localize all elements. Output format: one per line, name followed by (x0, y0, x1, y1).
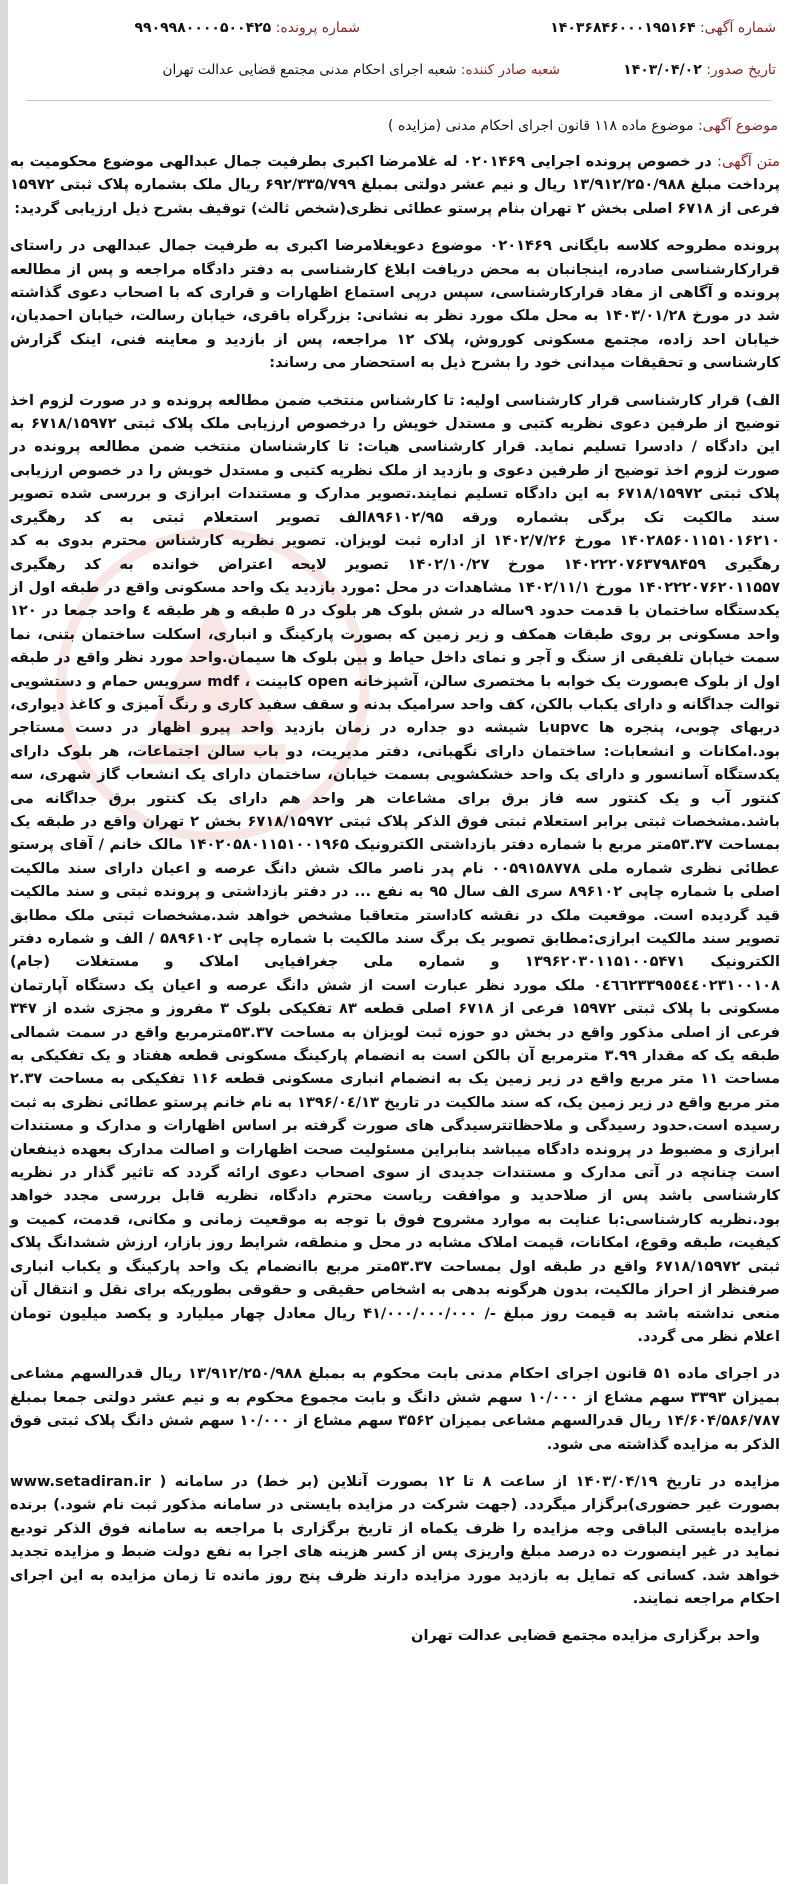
ad-number-value: ۱۴۰۳۶۸۴۶۰۰۰۱۹۵۱۶۴ (550, 20, 696, 36)
intro-text: در خصوص پرونده اجرایی ۰۲۰۱۴۶۹ له غلامرضا اکبری بطرفیت جمال عبدالهی موضوع محکومیت به پرداخت مبلغ ۱۳/۹۱۲/۲۵۰/۹۸۸ ریال و نیم عشر دولتی بمبلغ ۶۹۲/۳۳۵/۷۹۹ ریال ملک بشماره پلاک ثبتی ۱۵۹۷۲ فرعی از ۶۷۱۸ اصلی بخش ۲ تهران بنام پرستو عطائی نظری(شخص ثالث) توقیف بشرح ذیل ارزیابی گردید: (10, 153, 780, 217)
issuing-branch (163, 62, 560, 78)
text-label: متن آگهی: (717, 153, 780, 170)
intro-paragraph (10, 150, 780, 220)
issue-date-value: ۱۴۰۳/۰۴/۰۲ (623, 62, 702, 78)
auction-paragraph: مزایده در تاریخ ۱۴۰۳/۰۴/۱۹ از ساعت ۸ تا ۱۲ بصورت آنلاین (بر خط) در سامانه ( www.setadiran.ir بصورت غیر حضوری)برگزار میگردد. (جهت شرکت در مزایده بایستی در سامانه مذکور ثبت نام شود.) برنده مزایده بایستی الباقی وجه مزایده را ظرف یکماه از تاریخ برگزاری با مراجعه به سامانه فوق الذکر تودیع نماید در غیر اینصورت ده درصد مبلغ واریزی پس از کسر هزینه های اجرا به نفع دولت ضبط و مزایده تجدید خواهد شد. کسانی که تمایل به بازدید مورد مزایده دارند ظرف پنج روز مانده تا زمان مزایده به این اجرای احکام مراجعه نمایند. (10, 1472, 780, 1607)
subject (388, 118, 778, 134)
expert-paragraph: پرونده مطروحه کلاسه بایگانی ۰۲۰۱۴۶۹ موضوع دعویغلامرضا اکبری به طرفیت جمال عبدالهی در راستای قرارکارشناسی صادره، اینجانبان به محض دریافت ابلاغ کارشناسی به دفتر دادگاه مراجعه و پس از مطالعه پرونده و آگاهی از مفاد قرارکارشناسی، سپس درپی استماع اظهارات و قراری که با اصحاب دعوی گذاشته شد در مورخ ۱۴۰۳/۰۱/۲۸ به محل ملک مورد نظر به نشانی: بزرگراه باقری، خیابان رسالت، خیابان احمدیان، خیابان احد زاده، مجتمع مسکونی کوروش، پلاک ۱۲ مراجعه، پس از بازدید و معاینه فنی، اینک گزارش کارشناسی و تحقیقات میدانی خود را بشرح ذیل به استحضار می رساند: (10, 237, 780, 372)
case-number-value: ۹۹۰۹۹۸۰۰۰۰۵۰۰۴۲۵ (134, 20, 272, 36)
ad-number (550, 20, 776, 36)
subject-value: موضوع ماده ۱۱۸ قانون اجرای احکام مدنی (مزایده ) (388, 118, 694, 134)
share-paragraph: در اجرای ماده ۵۱ قانون اجرای احکام مدنی بابت محکوم به بمبلغ ۱۳/۹۱۲/۲۵۰/۹۸۸ ریال قدرالسهم مشاعی بمیزان ۳۳۹۳ سهم مشاع از ۱۰/۰۰۰ سهم شش دانگ و بابت مجموع محکوم به و نیم عشر دولتی جمعا بمبلغ ۱۴/۶۰۴/۵۸۶/۷۸۷ ریال قدرالسهم مشاعی بمیزان ۳۵۶۲ سهم مشاع از ۱۰/۰۰۰ سهم شش دانگ پلاک ثبتی فوق الذکر به مزایده گذاشته می شود. (10, 1365, 780, 1453)
expert-report-paragraph: الف) قرار کارشناسی قرار کارشناسی اولیه: تا کارشناس منتخب ضمن مطالعه پرونده و در صورت لزوم اخذ توضیح از طرفین دعوی نظریه کتبی و مستدل خویش را درخصوص ارزیابی ملک پلاک ثبتی ۶۷۱۸/۱۵۹۷۲ به این دادگاه / دادسرا تسلیم نماید. قرار کارشناسی هیات: تا کارشناسان منتخب ضمن مطالعه پرونده در صورت لزوم اخذ توضیح از طرفین دعوی و بازدید از ملک نظریه کتبی و مستدل خویش را در خصوص ارزیابی پلاک ثبتی ۶۷۱۸/۱۵۹۷۲ به این دادگاه تسلیم نمایند.تصویر مدارک و مستندات ابرازی و بررسی شده تصویر سند مالکیت تک برگی بشماره ورقه ۸۹۶۱۰۲/۹۵الف تصویر استعلام ثبتی به کد رهگیری ۱۴۰۲۸۵۶۰۱۱۵۱۰۱۶۲۱۰ مورخ ۱۴۰۲/۷/۲۶ از اداره ثبت لویزان. تصویر نظریه کارشناس محترم بدوی به کد رهگیری ۱۴۰۲۲۲۰۷۶۳۷۹۸۴۵۹ مورخ ۱۴۰۲/۱۰/۲۷ تصویر لایحه اعتراض خوانده به کد رهگیری ۱۴۰۲۲۲۰۷۶۲۰۱۱۵۵۷ مورخ ۱۴۰۲/۱۱/۱ مشاهدات در محل :مورد بازدید یک واحد مسکونی واقع در طبقه اول از یکدستگاه ساختمان با قدمت حدود ۹ساله در شش بلوک هر بلوک در ۵ طبقه و هر طبقه ٤ واحد جمعا در ۱۲۰ واحد مسکونی بر روی طبقات همکف و زیر زمین که بصورت پارکینگ و انباری، اسکلت ساختمان بتنی، نما سمت خیابان تلفیقی از سنگ و آجر و نمای داخل حیاط و بین بلوک ها سیمان.واحد مورد نظر واقع در طبقه اول از بلوک eبصورت یک خوابه با مختصری سالن، آشپزخانه open کابینت ، mdf سرویس حمام و دستشویی توالت جداگانه و دارای یکباب بالکن، کف واحد سرامیک بدنه و سقف سفید کاری و رنگ آمیزی و کاغذ دیواری، دربهای چوبی، پنجره ها upvcبا شیشه دو جداره در زمان بازدید واحد پیرو اظهار در دست مستاجر بود.امکانات و انشعابات: ساختمان دارای نگهبانی، دفتر مدیریت، دو باب سالن اجتماعات، هر بلوک دارای یکدستگاه آسانسور و دارای یک واحد خشکشویی بسمت خیابان، ساختمان دارای یک انشعاب گاز شهری، سه کنتور آب و یک کنتور سه فاز برق برای مشاعات هر واحد هم دارای یک کنتور برق جداگانه می باشد.مشخصات ثبتی برابر استعلام ثبتی فوق الذکر پلاک ثبتی ۶۷۱۸/۱۵۹۷۲ بخش ۲ تهران واقع در طبقه یک بمساحت ۵۳.۳۷متر مربع با شماره دفتر بازداشتی الکترونیک ۱۴۰۲۰۵۸۰۱۱۵۱۰۰۱۹۶۵ مالک خانم / آقای پرستو عطائی نظری شماره ملی ۰۰۵۹۱۵۸۷۷۸ نام پدر ناصر مالک شش دانگ عرصه و اعیان دارای سند مالکیت اصلی با شماره چاپی ۸۹۶۱۰۲ سری الف سال ۹۵ به نفع ... در دفتر بازداشتی و پرونده ثبتی و سند مالکیت قید گردیده است. موقعیت ملک در نقشه کاداستر متعاقبا مشخص خواهد شد.مشخصات ثبتی ملک مطابق تصویر سند مالکیت ابرازی:مطابق تصویر یک برگ سند مالکیت با شماره چاپی ۵۸۹۶۱۰۲ / الف و شماره دفتر الکترونیک ۱۳۹۶۲۰۳۰۱۱۵۱۰۰۵۴۷۱ و شماره ملی جغرافیایی املاک و مستغلات (جام) ۰٤٦٦٢٣٣٩٥٥٤٤٠٢٣١٠٠١٠٨ ملک مورد نظر عبارت است از شش دانگ عرصه و اعیان یک دستگاه آپارتمان مسکونی با پلاک ثبتی ۱۵۹۷۲ فرعی از ۶۷۱۸ اصلی قطعه ۸۳ تفکیکی بلوک ۳ مفروز و مجزی شده از ۳۴۷ فرعی از اصلی مذکور واقع در بخش دو حوزه ثبت لویزان به مساحت ۵۳.۳۷مترمربع واقع در سمت شمالی طبقه یک که مقدار ۳.۹۹ مترمربع آن بالکن است به انضمام پارکینگ مسکونی قطعه هفتاد و یک تفکیکی به مساحت ۱۱ متر مربع واقع در زیر زمین یک به انضمام انباری مسکونی قطعه ۱۱۶ تفکیکی به مساحت ۲.۳۷ متر مربع واقع در زیر زمین یک، که سند مالکیت در تاریخ ۱۳۹۶/۰٤/۱۳ به نام خانم پرستو عطائی نظری به ثبت رسیده است.حدود رسیدگی و ملاحظاتترسیدگی های صورت گرفته بر اساس اظهارات و مدارک و مستندات ابرازی و مضبوط در پرونده دادگاه میباشد بنابراین مسئولیت صحت اظهارات و اصالت مدارک بعهده ذینفعان است چنانچه در آتی مدارک و مستندات جدیدی از سوی اصحاب دعوی ارائه گردد که تاثیر گذار در نظریه کارشناسی باشد پس از صلاحدید و موافقت ریاست محترم دادگاه، نظریه قابل بررسی مجدد خواهد بود.نظریه کارشناسی:با عنایت به موارد مشروح فوق با توجه به موقعیت زمانی و مکانی، قدمت، کمیت و کیفیت، طبقه وقوع، امکانات، قیمت املاک مشابه در محل و منطقه، شرایط روز بازار، ارزش ششدانگ پلاک ثبتی ۶۷۱۸/۱۵۹۷۲ واقع در طبقه اول بمساحت ۵۳.۳۷متر مربع باانضمام یک واحد پارکینگ و یکباب انباری صرفنظر از احراز مالکیت، بدون هرگونه بدهی به اشخاص حقیقی و حقوقی بطوریکه برای نقل و انتقال آن منعی نداشته باشد به قیمت روز مبلغ -/ ۴۱/۰۰۰/۰۰۰/۰۰۰ ریال معادل چهار میلیارد و یکصد میلیون تومان اعلام نظر می گردد. (10, 391, 781, 1345)
header-divider (26, 100, 772, 101)
notice-body (10, 150, 780, 1662)
case-number-label: شماره پرونده: (275, 20, 360, 36)
issuing-branch-label: شعبه صادر کننده: (460, 62, 560, 78)
issue-date (623, 62, 776, 78)
ad-number-label: شماره آگهی: (699, 20, 776, 36)
signature: واحد برگزاری مزایده مجتمع قضایی عدالت تهران (411, 1627, 760, 1645)
issue-date-label: تاریخ صدور: (706, 62, 776, 78)
issuing-branch-value: شعبه اجرای احکام مدنی مجتمع قضایی عدالت تهران (162, 62, 457, 78)
case-number (135, 20, 361, 36)
subject-label: موضوع آگهی: (697, 118, 778, 134)
